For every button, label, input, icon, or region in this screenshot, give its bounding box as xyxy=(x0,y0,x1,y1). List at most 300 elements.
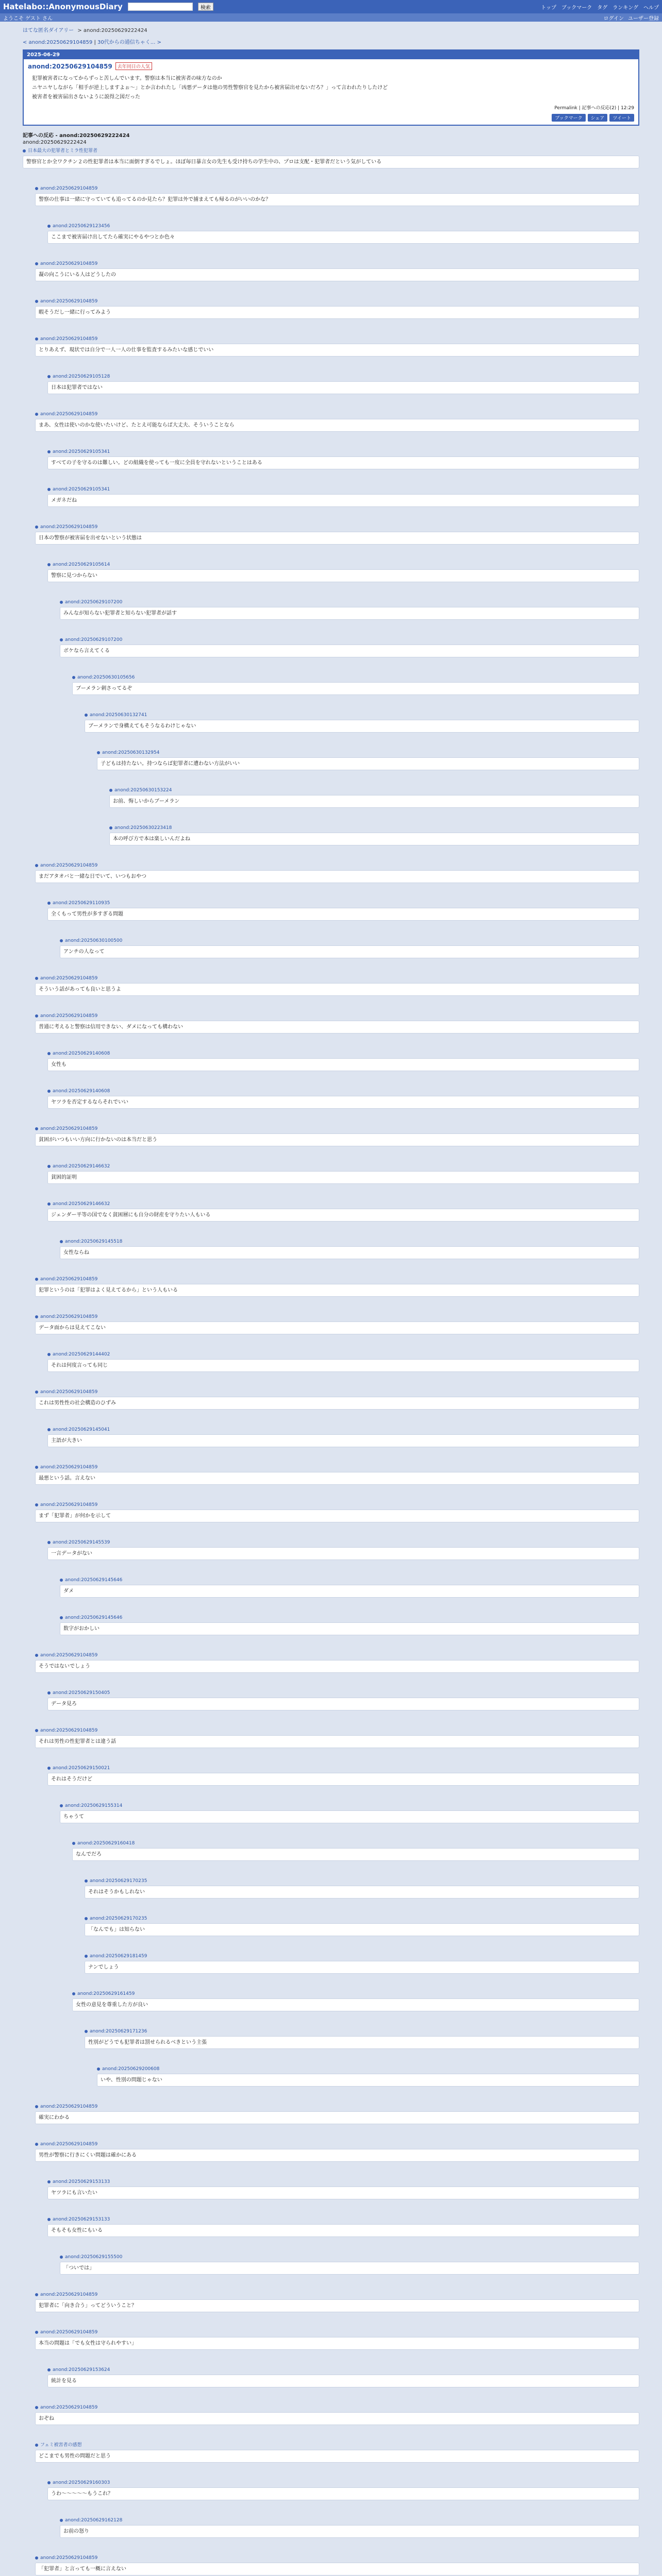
nav-tag[interactable]: タグ xyxy=(597,5,608,11)
reply-link[interactable]: anond:20250629104859 xyxy=(40,1314,98,1319)
bullet-icon xyxy=(85,1879,88,1883)
reply-text: まず「犯罪者」が何かを示して xyxy=(35,1510,639,1522)
reply-text: 貧困がいつもいい方向に行かないのは本当だと思う xyxy=(35,1133,639,1146)
reply-text: 警察に見つからない xyxy=(47,569,639,582)
reply-link[interactable]: anond:20250629150405 xyxy=(53,1690,110,1696)
top-bar xyxy=(0,0,662,13)
reply-header xyxy=(85,2028,639,2035)
reply-header xyxy=(47,900,639,907)
reply-header xyxy=(97,749,639,756)
reply-link[interactable]: anond:20250629171236 xyxy=(90,2029,147,2034)
bullet-icon xyxy=(47,902,51,905)
reply-item xyxy=(35,411,639,432)
reply-item xyxy=(72,1990,639,2011)
bullet-icon xyxy=(35,1729,38,1732)
bullet-icon xyxy=(35,2143,38,2146)
reply-header xyxy=(35,1276,639,1283)
reply-item xyxy=(47,486,639,507)
bullet-icon xyxy=(47,375,51,378)
register-link[interactable]: ユーザー登録 xyxy=(628,15,659,22)
reply-link[interactable]: anond:20250629104859 xyxy=(40,336,98,342)
reply-item xyxy=(109,787,639,808)
reply-link[interactable]: anond:20250629140608 xyxy=(53,1051,110,1056)
reply-header xyxy=(60,937,639,944)
reply-text: ダメ xyxy=(60,1585,639,1598)
reply-header xyxy=(35,411,639,418)
reply-header xyxy=(47,1539,639,1546)
reply-header xyxy=(35,523,639,531)
reply-header xyxy=(47,1689,639,1697)
reply-link[interactable]: anond:20250629104859 xyxy=(40,1126,98,1131)
reply-text: アンチの人なって xyxy=(60,945,639,958)
reply-header xyxy=(35,335,639,343)
reply-link[interactable]: anond:20250629145646 xyxy=(65,1578,123,1583)
reply-link[interactable]: anond:20250629160418 xyxy=(77,1841,135,1846)
reply-header xyxy=(47,448,639,455)
breadcrumb-current: anond:20250629222424 xyxy=(83,28,147,33)
bullet-icon xyxy=(47,1691,51,1694)
reply-text: 一言データがない xyxy=(47,1547,639,1560)
bullet-icon xyxy=(60,601,63,604)
bullet-icon xyxy=(35,1466,38,1469)
reply-item xyxy=(47,1163,639,1184)
bullet-icon xyxy=(35,977,38,980)
reply-text: 犯罪者に「向き合う」ってどういうこと？ xyxy=(35,2299,639,2312)
reply-text: とりあえず、現状では自分で一人一人の仕事を監査するみたいな感じでいい xyxy=(35,344,639,357)
reply-link[interactable]: anond:20250629145539 xyxy=(53,1540,110,1545)
reply-item xyxy=(47,1539,639,1560)
bullet-icon xyxy=(47,1090,51,1093)
reply-text: 数字がおかしい xyxy=(60,1622,639,1635)
reply-text: うわ～～～～～もうこれ？ xyxy=(47,2487,639,2500)
reply-header xyxy=(72,674,639,681)
bullet-icon xyxy=(35,1127,38,1130)
reply-link[interactable]: anond:20250629161459 xyxy=(77,1991,135,1996)
reply-item xyxy=(35,975,639,996)
bullet-icon xyxy=(47,1052,51,1055)
entry-badge[interactable]: 去年同日の人気 xyxy=(115,62,152,70)
bullet-icon xyxy=(35,1503,38,1506)
reply-link[interactable]: anond:20250629170235 xyxy=(90,1916,147,1921)
reply-item xyxy=(23,147,639,168)
reply-item xyxy=(47,1689,639,1710)
reply-link[interactable]: anond:20250630132741 xyxy=(90,713,147,718)
reply-text: それはそうだけど xyxy=(47,1773,639,1786)
reply-link[interactable]: anond:20250629104859 xyxy=(40,1013,98,1019)
reply-link[interactable]: anond:20250629105341 xyxy=(53,449,110,454)
reply-link[interactable]: anond:20250629155500 xyxy=(65,2255,123,2260)
reply-item xyxy=(47,1765,639,1786)
bullet-icon xyxy=(60,2519,63,2522)
reply-link[interactable]: anond:20250629104859 xyxy=(40,2330,98,2335)
bullet-icon xyxy=(109,789,112,792)
reply-text: 凝の向こうにいる人はどうしたの xyxy=(35,268,639,281)
reply-item xyxy=(85,711,639,733)
reply-link[interactable]: anond:20250629104859 xyxy=(40,1277,98,1282)
reply-link[interactable]: フェミ被害者の感想 xyxy=(40,2443,82,2448)
reply-item xyxy=(35,862,639,883)
reply-text: ヤツラにも言いたい xyxy=(47,2187,639,2199)
replies-title: 記事への反応 - anond:20250629222424 xyxy=(23,133,130,139)
reply-link[interactable]: anond:20250629105341 xyxy=(53,487,110,492)
bullet-icon xyxy=(85,2030,88,2033)
reply-text: ナンでしょう xyxy=(85,1961,639,1974)
bullet-icon xyxy=(35,262,38,265)
reply-text: そもそも女性にもいる xyxy=(47,2224,639,2237)
reply-link[interactable]: anond:20250629107200 xyxy=(65,637,123,642)
reply-item xyxy=(60,1802,639,1823)
reply-header xyxy=(35,1501,639,1509)
reply-text: それは男性の性犯罪者とは違う話 xyxy=(35,1735,639,1748)
reply-link[interactable]: anond:20250629145041 xyxy=(53,1427,110,1432)
reply-text: 普通に考えると警察は信用できない、ダメになっても構わない xyxy=(35,1021,639,1033)
reply-header xyxy=(35,1464,639,1471)
bullet-icon xyxy=(35,1391,38,1394)
reply-header xyxy=(35,2404,639,2411)
reply-item xyxy=(35,1501,639,1522)
reply-text: ボケなら言えてくる xyxy=(60,645,639,657)
bullet-icon xyxy=(47,1165,51,1168)
reply-text: 女性ならね xyxy=(60,1246,639,1259)
nav-top[interactable]: トップ xyxy=(541,5,556,11)
sub-bar xyxy=(0,13,662,22)
search-input[interactable] xyxy=(128,3,193,11)
reply-link[interactable]: anond:20250629153133 xyxy=(53,2217,110,2222)
reply-item xyxy=(47,561,639,582)
reply-text: 本当の問題は「でも女性は守られやすい」 xyxy=(35,2337,639,2350)
share-buttons xyxy=(24,113,638,125)
reply-link[interactable]: 日本最大の犯罪者とミラ性犯罪者 xyxy=(28,148,98,154)
reply-header xyxy=(47,486,639,493)
entry-line: ニヤニヤしながら「相手が逆上しますよぉ～」とか言われたし「凶悪データは他の男性警察官を見たから被害届出せないだろ？」って言われたりしたけど xyxy=(32,85,388,91)
reply-text: 統計を見る xyxy=(47,2375,639,2387)
reply-link[interactable]: anond:20250629104859 xyxy=(40,863,98,868)
bullet-icon xyxy=(47,2481,51,2484)
reply-text: データ面からは見えてこない xyxy=(35,1321,639,1334)
reply-item xyxy=(47,448,639,469)
reply-item xyxy=(47,1088,639,1109)
reply-text: 男性が警察に行きにくい問題は確かにある xyxy=(35,2149,639,2162)
prev-link[interactable]: < anond:20250629104859 xyxy=(23,40,93,45)
reply-link[interactable]: anond:20250629145646 xyxy=(65,1615,123,1620)
reply-header xyxy=(85,711,639,719)
reply-text: そうではないでしょう xyxy=(35,1660,639,1673)
share-button[interactable]: シェア xyxy=(588,114,608,122)
entry-line: 被害者を被害届出さないように説得之図だった xyxy=(32,94,140,100)
reply-item xyxy=(72,1840,639,1861)
reply-link[interactable]: anond:20250629104859 xyxy=(40,1728,98,1733)
reply-text: ここまで被害届け出してたら確実にやるやつとか色々 xyxy=(47,231,639,244)
reply-item xyxy=(35,2103,639,2124)
reply-text: まあ、女性は使いのかな使いたいけど、たとえ可能ならば大丈夫、そういうことなら xyxy=(35,419,639,432)
reply-link[interactable]: anond:20250629146632 xyxy=(53,1201,110,1207)
reply-item xyxy=(85,1915,639,1936)
reply-link[interactable]: anond:20250629123456 xyxy=(53,224,110,229)
reply-text: 女性の意見を尊重した方が良い xyxy=(72,1998,639,2011)
reply-header xyxy=(85,1915,639,1922)
reply-link[interactable]: anond:20250629104859 xyxy=(40,1389,98,1395)
reply-link[interactable]: anond:20250630223418 xyxy=(114,825,172,831)
reply-item xyxy=(35,2404,639,2425)
reply-header xyxy=(35,2329,639,2336)
bullet-icon xyxy=(47,225,51,228)
bullet-icon xyxy=(35,2331,38,2334)
reply-text: ブーメラン刺さってるぞ xyxy=(72,682,639,695)
replies-subtitle: anond:20250629222424 xyxy=(23,140,87,145)
bullet-icon xyxy=(47,488,51,491)
reply-item xyxy=(35,2442,639,2463)
breadcrumb: はてな匿名ダイアリー > anond:20250629222424 xyxy=(23,28,147,33)
reply-text: 女性も xyxy=(47,1058,639,1071)
bullet-icon xyxy=(35,864,38,867)
reply-link[interactable]: anond:20250629153133 xyxy=(53,2179,110,2184)
reply-header xyxy=(47,223,639,230)
reply-item xyxy=(60,636,639,657)
reply-header xyxy=(35,1125,639,1132)
bullet-icon xyxy=(35,2556,38,2560)
reply-item xyxy=(60,1577,639,1598)
bullet-icon xyxy=(60,638,63,641)
nav-bookmark[interactable]: ブックマーク xyxy=(561,5,592,11)
reply-link[interactable]: anond:20250629150021 xyxy=(53,1766,110,1771)
reply-text: 日本の警察が被害届を出せないという状態は xyxy=(35,532,639,545)
reply-text: おぞね xyxy=(35,2412,639,2425)
bullet-icon xyxy=(35,187,38,190)
reply-header xyxy=(47,1351,639,1358)
bullet-icon xyxy=(35,2293,38,2296)
entry-body xyxy=(24,71,638,104)
entry xyxy=(23,49,639,126)
reply-link[interactable]: anond:20250629145518 xyxy=(65,1239,123,1244)
reply-link[interactable]: anond:20250629155314 xyxy=(65,1803,123,1808)
reply-link[interactable]: anond:20250629104859 xyxy=(40,976,98,981)
reply-text: メガネだね xyxy=(47,494,639,507)
login-link[interactable]: ログイン xyxy=(603,15,624,22)
reply-header xyxy=(60,1614,639,1621)
bullet-icon xyxy=(47,1428,51,1431)
next-link[interactable]: 30代からの通信ちゃく... > xyxy=(97,40,161,45)
reply-header xyxy=(47,2366,639,2374)
reply-header xyxy=(72,1840,639,1847)
reply-item xyxy=(47,1200,639,1222)
tweet-button[interactable]: ツイート xyxy=(609,114,634,122)
bullet-icon xyxy=(47,2368,51,2371)
reply-header xyxy=(47,1200,639,1208)
reply-header xyxy=(35,1652,639,1659)
reply-header xyxy=(35,260,639,267)
bullet-icon xyxy=(109,826,112,829)
reply-header xyxy=(85,1953,639,1960)
reply-text: 犯罪というのは「犯罪はよく見えてるから」という人もいる xyxy=(35,1284,639,1297)
reply-header xyxy=(35,185,639,192)
reply-text: 子どもは持たない。持つならば犯罪者に遭わない方法がいい xyxy=(97,757,639,770)
reply-link[interactable]: anond:20250629104859 xyxy=(40,2104,98,2109)
reply-item xyxy=(47,2178,639,2199)
entry-title-row xyxy=(24,59,638,71)
bullet-icon xyxy=(72,1992,75,1995)
bullet-icon xyxy=(97,2067,100,2071)
bullet-icon xyxy=(35,2105,38,2108)
reply-item xyxy=(35,1276,639,1297)
entry-title[interactable]: anond:20250629104859 xyxy=(28,62,112,70)
reply-header xyxy=(47,2178,639,2185)
reply-text: 貧困的証明 xyxy=(47,1171,639,1184)
reply-header xyxy=(97,2065,639,2073)
reply-item xyxy=(35,1464,639,1485)
reply-item xyxy=(35,1388,639,1410)
reply-text: 主語が大きい xyxy=(47,1434,639,1447)
reply-text: ジェンダー平等の国でなく貧困層にも自分の財産を守りたい人もいる xyxy=(47,1209,639,1222)
bullet-icon xyxy=(47,563,51,566)
bullet-icon xyxy=(85,1917,88,1920)
reply-header xyxy=(35,1313,639,1320)
nav-help[interactable]: ヘルプ xyxy=(643,5,659,11)
bullet-icon xyxy=(35,300,38,303)
reply-text: なんでだろ xyxy=(72,1848,639,1861)
reply-item xyxy=(35,2329,639,2350)
reply-link[interactable]: anond:20250629146632 xyxy=(53,1164,110,1169)
breadcrumb-link[interactable]: はてな匿名ダイアリー xyxy=(23,28,74,33)
bullet-icon xyxy=(35,2406,38,2409)
site-logo[interactable]: Hatelabo::AnonymousDiary xyxy=(3,2,123,11)
reply-text: ちゃうて xyxy=(60,1810,639,1823)
reply-text: それはそうかもしれない xyxy=(85,1886,639,1899)
reply-link[interactable]: anond:20250629181459 xyxy=(90,1954,147,1959)
reply-item xyxy=(60,937,639,958)
reply-link[interactable]: anond:20250629104859 xyxy=(40,1465,98,1470)
reply-item xyxy=(35,523,639,545)
reply-item xyxy=(60,1614,639,1635)
entry-footer[interactable]: Permalink | 記事への反応(2) | 12:29 xyxy=(554,106,634,111)
reply-link[interactable]: anond:20250629104859 xyxy=(40,412,98,417)
reply-link[interactable]: anond:20250629104859 xyxy=(40,261,98,266)
reply-header xyxy=(35,1012,639,1020)
bullet-icon xyxy=(85,1955,88,1958)
reply-header xyxy=(35,2442,639,2449)
reply-text: どこまでも男性の問題だと思う xyxy=(35,2450,639,2463)
reply-link[interactable]: anond:20250629160303 xyxy=(53,2480,110,2485)
welcome-text: ようこそ ゲスト さん xyxy=(3,15,53,22)
reply-item xyxy=(35,2141,639,2162)
reply-text: 確実にわかる xyxy=(35,2111,639,2124)
reply-header xyxy=(47,1765,639,1772)
reply-header xyxy=(60,1802,639,1809)
reply-item xyxy=(109,824,639,845)
reply-link[interactable]: anond:20250629107200 xyxy=(65,600,123,605)
bullet-icon xyxy=(35,1014,38,1018)
bullet-icon xyxy=(72,1842,75,1845)
share-bookmark-button[interactable]: ブックマーク xyxy=(552,114,585,122)
reply-header xyxy=(47,373,639,380)
reply-link[interactable]: anond:20250629104859 xyxy=(40,2142,98,2147)
reply-item xyxy=(35,185,639,206)
reply-text: 全くもって男性が多すぎる問題 xyxy=(47,908,639,921)
reply-text: いや、性別の問題じゃない xyxy=(97,2074,639,2087)
reply-text: 「犯罪者」と言っても一概に言えない xyxy=(35,2563,639,2575)
reply-link[interactable]: anond:20250629104859 xyxy=(40,186,98,191)
reply-link[interactable]: anond:20250629162128 xyxy=(65,2518,123,2523)
reply-header xyxy=(35,1388,639,1396)
reply-text: すべての子を守るのは難しい。どの組織を使っても一度に全員を守れないということはある xyxy=(47,456,639,469)
reply-link[interactable]: anond:20250629104859 xyxy=(40,2292,98,2297)
bullet-icon xyxy=(47,1541,51,1544)
reply-link[interactable]: anond:20250630153224 xyxy=(114,788,172,793)
bullet-icon xyxy=(47,1202,51,1206)
reply-link[interactable]: anond:20250630105656 xyxy=(77,675,135,680)
bullet-icon xyxy=(35,526,38,529)
reply-item xyxy=(35,1727,639,1748)
reply-link[interactable]: anond:20250629104859 xyxy=(40,1653,98,1658)
reply-item xyxy=(35,1012,639,1033)
reply-text: 暇そうだし一緒に行ってみよう xyxy=(35,306,639,319)
reply-text: お前、悔しいからブーメラン xyxy=(109,795,639,808)
reply-link[interactable]: anond:20250629105128 xyxy=(53,374,110,379)
reply-link[interactable]: anond:20250629170235 xyxy=(90,1878,147,1884)
reply-text: 日本は犯罪者ではない xyxy=(47,381,639,394)
bullet-icon xyxy=(60,1616,63,1619)
reply-text: みんなが知らない犯罪者と知らない犯罪者が話す xyxy=(60,607,639,620)
reply-link[interactable]: anond:20250629200608 xyxy=(102,2066,160,2072)
bullet-icon xyxy=(60,2256,63,2259)
bullet-icon xyxy=(85,714,88,717)
reply-header xyxy=(35,298,639,305)
reply-link[interactable]: anond:20250630100500 xyxy=(65,938,123,943)
reply-link[interactable]: anond:20250629104859 xyxy=(40,2555,98,2561)
reply-item xyxy=(60,599,639,620)
reply-header xyxy=(35,2554,639,2562)
reply-link[interactable]: anond:20250630132954 xyxy=(102,750,160,755)
reply-link[interactable]: anond:20250629105614 xyxy=(53,562,110,567)
reply-link[interactable]: anond:20250629104859 xyxy=(40,2405,98,2410)
bullet-icon xyxy=(47,1767,51,1770)
reply-header xyxy=(60,1577,639,1584)
reply-item xyxy=(47,373,639,394)
reply-header xyxy=(109,787,639,794)
reply-link[interactable]: anond:20250629144402 xyxy=(53,1352,110,1357)
reply-header xyxy=(47,1088,639,1095)
reply-header xyxy=(47,2479,639,2486)
bullet-icon xyxy=(72,676,75,679)
search-button[interactable]: 検索 xyxy=(198,3,213,11)
reply-text: 「ついでは」 xyxy=(60,2262,639,2275)
reply-link[interactable]: anond:20250629104859 xyxy=(40,1502,98,1507)
bullet-icon xyxy=(35,2444,38,2447)
reply-link[interactable]: anond:20250629140608 xyxy=(53,1089,110,1094)
reply-text: 最悪という話。言えない xyxy=(35,1472,639,1485)
reply-link[interactable]: anond:20250629104859 xyxy=(40,524,98,530)
reply-header xyxy=(47,1163,639,1170)
reply-link[interactable]: anond:20250629104859 xyxy=(40,299,98,304)
bullet-icon xyxy=(35,413,38,416)
reply-item xyxy=(72,674,639,695)
bullet-icon xyxy=(60,1240,63,1243)
reply-item xyxy=(35,1652,639,1673)
nav-ranking[interactable]: ランキング xyxy=(613,5,638,11)
reply-link[interactable]: anond:20250629110935 xyxy=(53,901,110,906)
reply-link[interactable]: anond:20250629153624 xyxy=(53,2367,110,2372)
reply-header xyxy=(47,2216,639,2223)
reply-item xyxy=(35,1313,639,1334)
reply-header xyxy=(60,2253,639,2261)
bullet-icon xyxy=(47,2218,51,2221)
reply-item xyxy=(47,1351,639,1372)
bullet-icon xyxy=(97,751,100,754)
reply-item xyxy=(47,1050,639,1071)
reply-text: それは何度言っても同じ xyxy=(47,1359,639,1372)
bullet-icon xyxy=(35,1278,38,1281)
bullet-icon xyxy=(35,1315,38,1318)
reply-text: データ見ろ xyxy=(47,1698,639,1710)
